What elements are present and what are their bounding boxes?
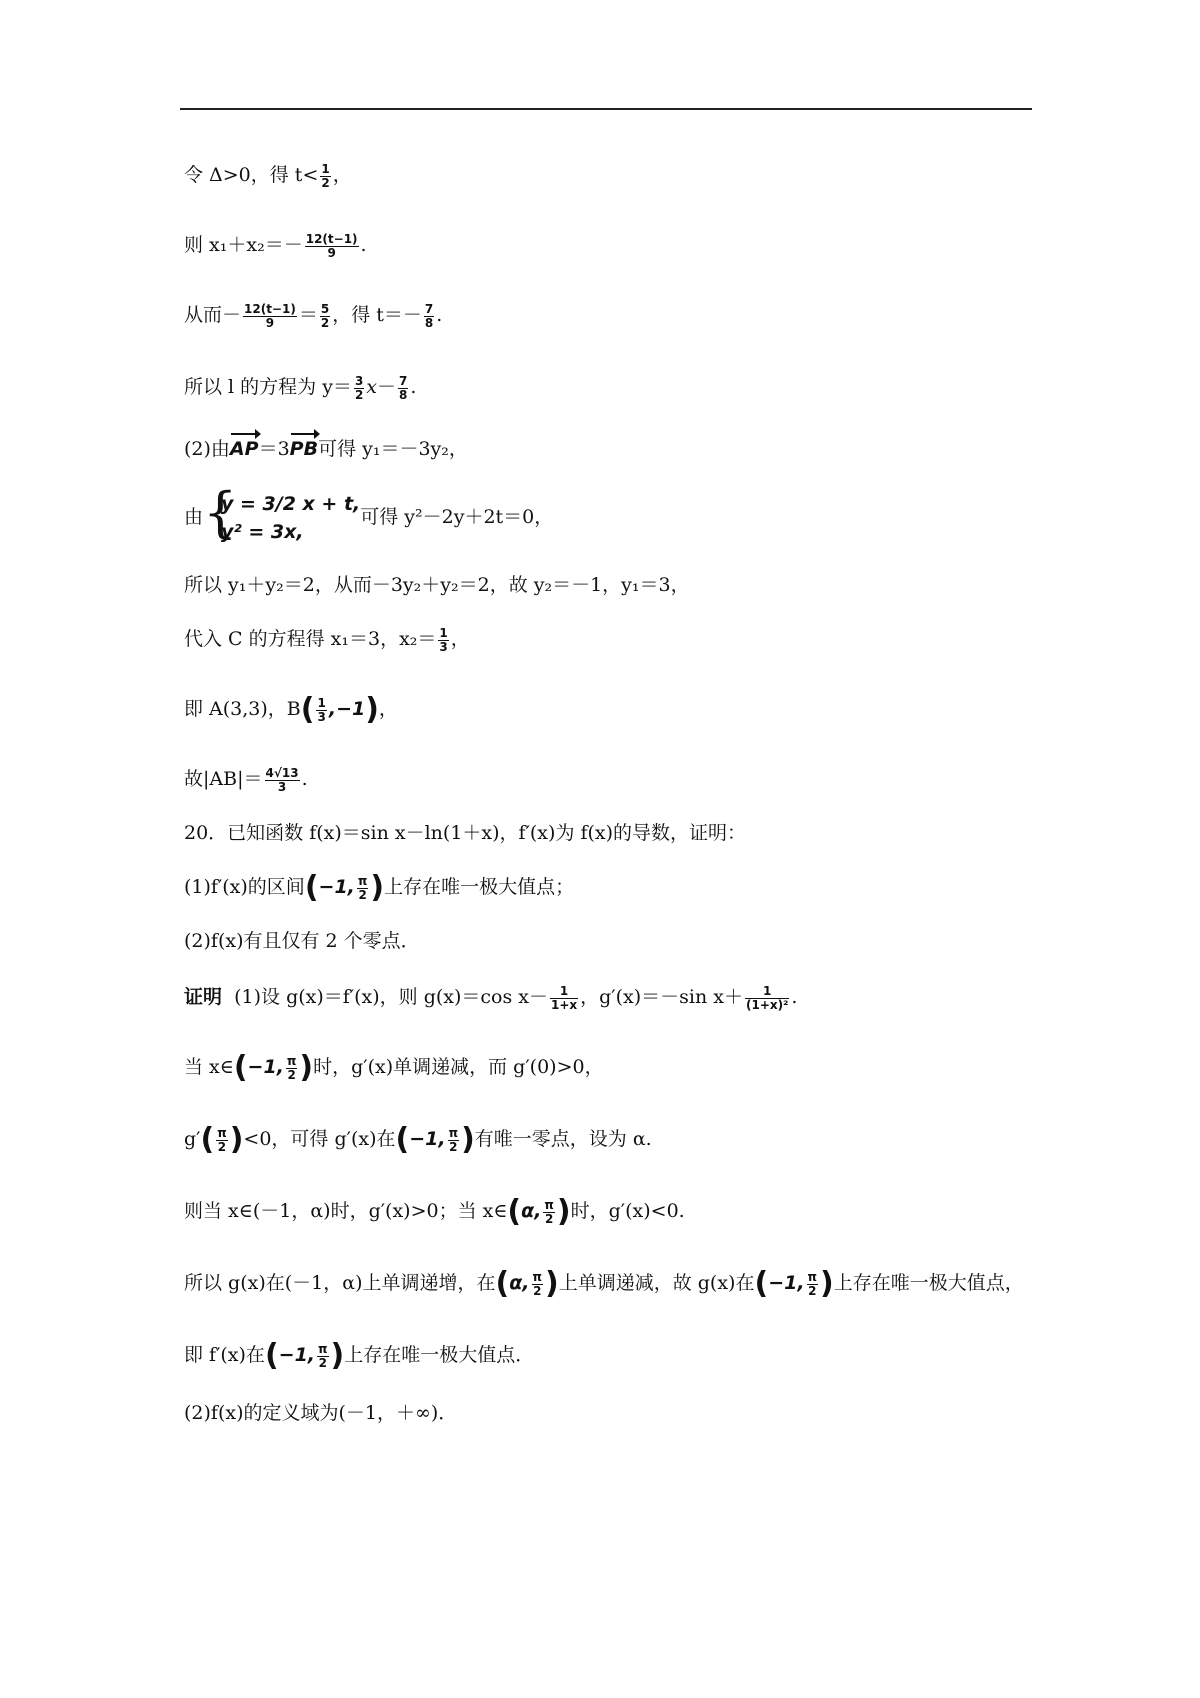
- line-text: 上存在唯一极大值点，: [833, 1272, 1024, 1294]
- solution-line-4: [184, 374, 416, 402]
- fraction-7-8: $\frac{7}{8}$: [399, 373, 408, 402]
- line-text: ，得 t＝－: [332, 304, 422, 326]
- line-text: (2)f(x)有且仅有 2 个零点．: [184, 930, 420, 952]
- solution-line-10: [184, 766, 308, 794]
- fraction-1-1px-sq: $\frac{1}{\text{(1+x)²}}$: [745, 983, 789, 1012]
- question-20-part-1: (1)f′(x)的区间(−1, $\frac{\pi}{2}$ )上存在唯一极大值点；: [184, 870, 575, 905]
- line-text: 上单调递减，故 g(x)在: [558, 1272, 755, 1294]
- line-text: 可得 y₁＝－3y₂，: [318, 438, 468, 460]
- solution-line-2: [184, 232, 367, 260]
- solution-line-5: [184, 436, 468, 462]
- proof-line-5: 所以 g(x)在(－1，α)上单调递增，在(α, $\frac{\pi}{2}$ )上单调递减，故 g(x)在(−1, $\frac{\pi}{2}$ )上存在唯一极大值点，: [184, 1266, 1024, 1301]
- fraction-4sqrt13-3: $\frac{4√13}{3}$: [265, 765, 299, 794]
- fraction-pi-2: $\frac{\pi}{2}$: [448, 1125, 459, 1154]
- fraction-pi-2: $\frac{\pi}{2}$: [217, 1125, 227, 1154]
- solution-line-1: [184, 162, 352, 190]
- line-text: g′: [184, 1128, 201, 1150]
- line-text: (1)f′(x)的区间: [184, 876, 305, 898]
- line-text: 当 x∈: [184, 1056, 234, 1078]
- fraction-7-8: $\frac{7}{8}$: [424, 301, 434, 330]
- line-text: 时，g′(x)<0.: [570, 1200, 685, 1222]
- minus: －: [377, 376, 397, 398]
- period: .: [301, 768, 308, 790]
- line-text: 即 A(3,3)，B: [184, 698, 301, 720]
- solution-line-6: [184, 481, 554, 546]
- line-text: 上存在唯一极大值点．: [344, 1344, 535, 1366]
- proof-line-6: 即 f′(x)在(−1, $\frac{\pi}{2}$ )上存在唯一极大值点．: [184, 1338, 535, 1373]
- line-text: 代入 C 的方程得 x₁＝3，x₂＝: [184, 628, 437, 650]
- fraction-pi-2: $\frac{\pi}{2}$: [286, 1053, 297, 1082]
- right-paren: ): [365, 692, 379, 727]
- proof-line-4: 则当 x∈(－1，α)时，g′(x)>0；当 x∈(α, $\frac{\pi}{2}$ )时，g′(x)<0.: [184, 1194, 685, 1229]
- question-20: [184, 820, 746, 846]
- solution-line-3: 从而－ $\frac{12(t-1)}{9}$ ＝ $\frac{5}{2}$ ，得 t＝－ $\frac{7}{8}$ .: [184, 301, 443, 330]
- line-text: ＝3: [258, 438, 290, 460]
- proof-line-3: g′( $\frac{\pi}{2}$ )<0，可得 g′(x)在(−1, $\frac{\pi}{2}$ )有唯一零点，设为 α.: [184, 1122, 652, 1157]
- comma: ，: [378, 698, 398, 720]
- header-rule: [180, 108, 1032, 110]
- system-row-1: y = 3/2 x + t,: [221, 493, 361, 515]
- left-paren: (: [300, 692, 315, 727]
- period: .: [410, 376, 417, 398]
- period: .: [360, 234, 367, 256]
- line-text: 由: [184, 506, 204, 528]
- line-text: 令 Δ>0，得 t<: [184, 164, 319, 186]
- line-text: (1)设 g(x)＝f′(x)，则 g(x)＝cos x－: [234, 986, 548, 1008]
- solution-line-8: [184, 626, 470, 654]
- line-text: 所以 l 的方程为 y＝: [184, 376, 352, 398]
- comma: ，: [450, 628, 470, 650]
- question-20-part-2: [184, 928, 420, 954]
- solution-line-9: 即 A(3,3)，B( $\frac{1}{3}$ ,−1)，: [184, 692, 398, 727]
- left-brace-icon: {: [203, 481, 238, 544]
- fraction-1-1px: $\frac{1}{1+x}$: [550, 983, 578, 1012]
- solution-line-7: [184, 572, 690, 598]
- line-text: (2)f(x)的定义域为(－1，＋∞)．: [184, 1402, 458, 1424]
- fraction-pi-2: $\frac{\pi}{2}$: [357, 873, 368, 902]
- line-text: (2)由: [184, 438, 230, 460]
- line-text: 有唯一零点，设为 α.: [474, 1128, 652, 1150]
- line-text: 时，g′(x)单调递减，而 g′(0)>0，: [313, 1056, 604, 1078]
- line-text: 上存在唯一极大值点；: [384, 876, 575, 898]
- fraction-pi-2: $\frac{\pi}{2}$: [532, 1269, 542, 1298]
- system-row-2: y² = 3x,: [221, 521, 304, 543]
- line-text: ，g′(x)＝－sin x＋: [580, 986, 743, 1008]
- fraction-1-3: $\frac{1}{3}$: [439, 625, 448, 654]
- line-text: 则当 x∈(－1，α)时，g′(x)>0；当 x∈: [184, 1200, 508, 1222]
- var-x: x: [366, 376, 378, 398]
- line-text: <0，可得 g′(x)在: [243, 1128, 396, 1150]
- fraction-pi-2: $\frac{\pi}{2}$: [807, 1269, 818, 1298]
- vector-ap: AP: [229, 438, 259, 460]
- fraction-1-3: $\frac{1}{3}$: [317, 695, 326, 724]
- line-text: 故|AB|＝: [184, 768, 263, 790]
- fraction-12t-9: $\frac{12(t-1)}{9}$: [244, 301, 296, 330]
- period: .: [436, 304, 443, 326]
- fraction-pi-2: $\frac{\pi}{2}$: [318, 1341, 328, 1370]
- proof-line-1: 证明 (1)设 g(x)＝f′(x)，则 g(x)＝cos x－ $\frac{1}{1+x}$ ，g′(x)＝－sin x＋ $\frac{1}{\text{(1+x)²}}$ .: [184, 983, 798, 1012]
- equation-system: [203, 481, 361, 546]
- vector-pb: PB: [289, 438, 319, 460]
- fraction-12t-9: $\frac{12(t-1)}{9}$: [305, 231, 358, 260]
- fraction-5-2: $\frac{5}{2}$: [320, 301, 330, 330]
- comma: ，: [332, 164, 352, 186]
- line-text: 则 x₁＋x₂＝－: [184, 234, 303, 256]
- fraction-pi-2: $\frac{\pi}{2}$: [544, 1197, 554, 1226]
- line-text: 可得 y²－2y＋2t＝0，: [360, 506, 554, 528]
- proof-label: 证明: [184, 986, 223, 1008]
- minus-one: −1: [336, 698, 366, 720]
- proof-line-7: [184, 1400, 457, 1426]
- line-text: 从而－: [184, 304, 242, 326]
- line-text: 即 f′(x)在: [184, 1344, 265, 1366]
- line-text: 所以 y₁＋y₂＝2，从而－3y₂＋y₂＝2，故 y₂＝－1，y₁＝3，: [184, 574, 690, 596]
- proof-line-2: 当 x∈(−1, $\frac{\pi}{2}$ )时，g′(x)单调递减，而 g′(0)>0，: [184, 1050, 604, 1085]
- question-text: 20．已知函数 f(x)＝sin x－ln(1＋x)，f′(x)为 f(x)的导数，证明：: [184, 822, 747, 844]
- line-text: 所以 g(x)在(－1，α)上单调递增，在: [184, 1272, 496, 1294]
- fraction-1-2: $\frac{1}{2}$: [321, 161, 330, 190]
- fraction-3-2: $\frac{3}{2}$: [354, 373, 364, 402]
